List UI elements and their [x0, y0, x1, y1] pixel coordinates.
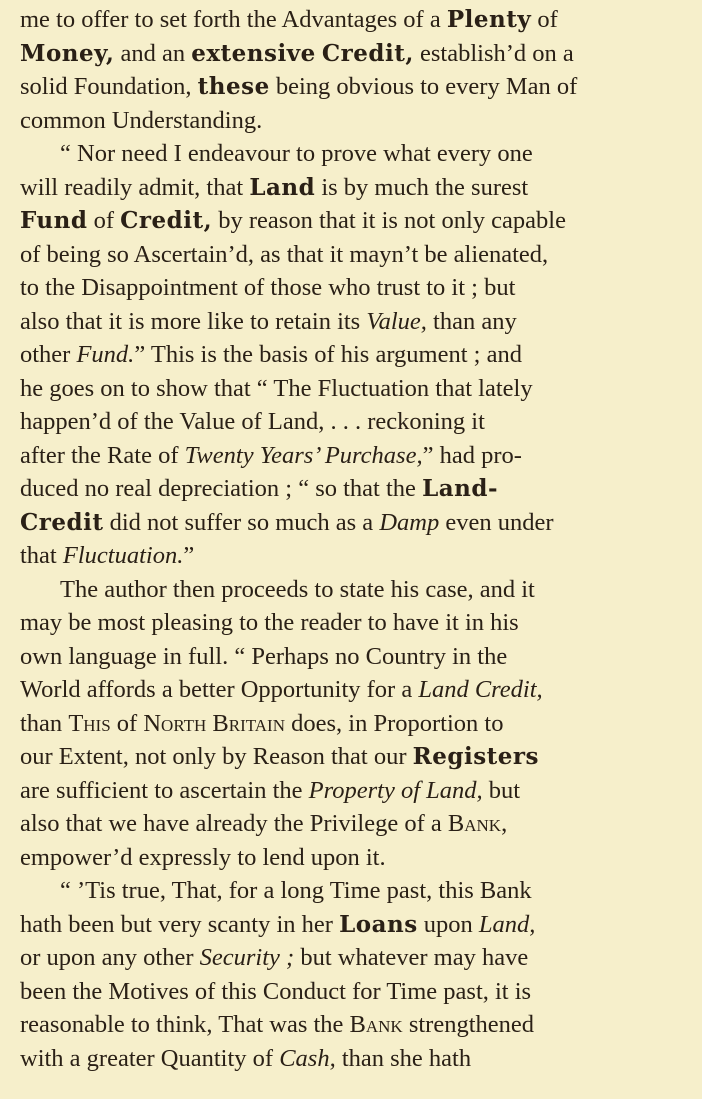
text-line	[20, 908, 680, 942]
text-line	[20, 539, 680, 573]
text-segment: duced no real depreciation ; “ so that the	[20, 475, 423, 502]
text-segment: own language in full. “ Perhaps no Country in the	[20, 642, 508, 670]
text-segment: but whatever may have	[294, 944, 529, 971]
italic-text: Cash,	[279, 1044, 336, 1072]
text-segment: reasonable to think, That was the	[20, 1011, 350, 1038]
text-line	[20, 305, 680, 339]
text-segment: that	[20, 542, 63, 569]
text-segment: solid Foundation,	[20, 73, 198, 100]
text-segment: of	[87, 207, 121, 234]
small-caps-text: Bank	[349, 1011, 403, 1038]
text-line	[20, 1008, 680, 1042]
text-segment: of	[110, 709, 144, 737]
text-segment: does, in Proportion to	[285, 709, 504, 737]
blackletter-word: Land	[249, 173, 316, 201]
italic-text: Damp	[379, 508, 440, 536]
text-segment: The author then proceeds to state his case, and it	[60, 575, 535, 603]
text-segment: other	[20, 341, 77, 368]
text-segment: than she hath	[335, 1044, 472, 1072]
text-segment: by reason that it is not only capable	[212, 207, 566, 234]
text-line	[20, 238, 680, 272]
text-line	[20, 673, 680, 707]
blackletter-word: Credit,	[321, 39, 414, 67]
text-segment: or upon any other	[20, 944, 200, 971]
text-segment: happen’d of the Value of Land, . . . reckoning it	[20, 408, 485, 435]
text-line	[20, 1042, 680, 1076]
text-segment: with a greater Quantity of	[20, 1044, 280, 1072]
italic-text: Twenty Years’ Purchase,	[184, 441, 423, 469]
text-segment: “ ’Tis true, That, for a long Time past, this Bank	[60, 877, 532, 904]
text-line	[20, 405, 680, 439]
text-line	[20, 472, 680, 506]
text-line	[20, 372, 680, 406]
text-segment: of being so Ascertain’d, as that it mayn’t be alienated,	[20, 240, 549, 268]
text-line	[20, 975, 680, 1009]
text-line	[20, 606, 680, 640]
blackletter-word: Credit	[20, 508, 104, 536]
text-segment: than any	[426, 307, 517, 335]
italic-text: Security ;	[199, 944, 295, 971]
text-line	[20, 204, 680, 238]
text-line	[20, 171, 680, 205]
blackletter-word: Loans	[339, 910, 418, 938]
text-line	[20, 941, 680, 975]
text-line	[20, 104, 680, 138]
text-segment: to the Disappointment of those who trust to it ; but	[20, 274, 516, 301]
blackletter-word: Fund	[20, 207, 88, 234]
text-line	[20, 841, 680, 875]
text-line	[20, 874, 680, 908]
italic-text: Land Credit,	[418, 676, 543, 703]
italic-text: Fluctuation.	[62, 542, 184, 569]
text-segment: also that we have already the Privilege of a	[20, 810, 448, 837]
small-caps-text: Bank,	[447, 810, 508, 837]
text-segment: ” had pro-	[422, 441, 522, 469]
text-segment: me to offer to set forth the Advantages of a	[20, 6, 447, 33]
text-line	[20, 338, 680, 372]
text-line	[20, 774, 680, 808]
text-line	[20, 573, 680, 607]
text-segment: did not suffer so much as a	[103, 508, 380, 536]
text-segment: being obvious to every Man of	[269, 73, 578, 100]
text-line	[20, 707, 680, 741]
text-line	[20, 740, 680, 774]
text-segment: “ Nor need I endeavour to prove what every one	[60, 140, 533, 167]
text-line	[20, 70, 680, 104]
blackletter-word: Plenty	[446, 6, 532, 33]
text-segment: will readily admit, that	[20, 173, 250, 201]
text-line	[20, 3, 680, 37]
blackletter-word: these	[197, 73, 270, 100]
text-segment: he goes on to show that “ The Fluctuation that lately	[20, 374, 533, 402]
text-segment: strengthened	[402, 1011, 535, 1038]
book-page-text	[20, 3, 680, 1075]
text-line	[20, 137, 680, 171]
text-segment: World affords a better Opportunity for a	[20, 676, 419, 703]
text-segment: than	[20, 709, 69, 737]
text-segment: of	[531, 6, 558, 33]
text-segment: common Understanding.	[20, 106, 263, 134]
small-caps-text: North Britain	[143, 709, 285, 737]
text-segment: empower’d expressly to lend upon it.	[20, 843, 386, 871]
text-segment: but	[482, 776, 521, 804]
text-segment: upon	[417, 910, 479, 938]
blackletter-word: extensive	[191, 39, 316, 67]
italic-text: Fund.	[76, 341, 135, 368]
blackletter-word: Registers	[412, 743, 539, 770]
text-segment: establish’d on a	[413, 39, 574, 67]
text-segment: our Extent, not only by Reason that our	[20, 743, 413, 770]
italic-text: Property of Land,	[308, 776, 483, 804]
blackletter-word: Land-	[422, 475, 498, 502]
text-segment: may be most pleasing to the reader to have it in his	[20, 609, 519, 636]
text-segment: is by much the surest	[315, 173, 529, 201]
text-segment: ” This is the basis of his argument ; and	[134, 341, 522, 368]
text-segment: also that it is more like to retain its	[20, 307, 367, 335]
text-segment: even under	[439, 508, 554, 536]
text-line	[20, 271, 680, 305]
text-segment: been the Motives of this Conduct for Time past, it is	[20, 977, 532, 1005]
text-line	[20, 640, 680, 674]
italic-text: Land,	[478, 910, 536, 938]
small-caps-text: This	[68, 709, 111, 737]
text-segment: ”	[183, 542, 195, 569]
blackletter-word: Money,	[20, 39, 115, 67]
text-segment: and an	[114, 39, 192, 67]
text-line	[20, 439, 680, 473]
text-line	[20, 37, 680, 71]
blackletter-word: Credit,	[120, 207, 213, 234]
text-segment: after the Rate of	[20, 441, 185, 469]
text-segment: hath been but very scanty in her	[20, 910, 340, 938]
text-line	[20, 807, 680, 841]
text-line	[20, 506, 680, 540]
italic-text: Value,	[366, 307, 427, 335]
text-segment: are sufficient to ascertain the	[20, 776, 309, 804]
